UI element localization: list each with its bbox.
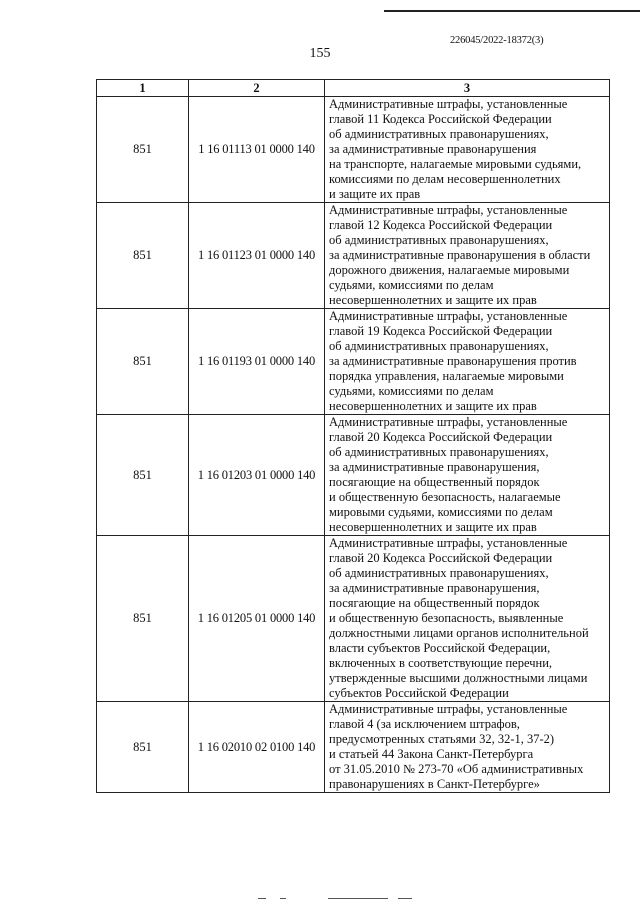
description-line: об административных правонарушениях, bbox=[329, 445, 549, 459]
admin-code-cell: 851 bbox=[97, 97, 189, 203]
description-line: главой 12 Кодекса Российской Федерации bbox=[329, 218, 553, 232]
description-line: комиссиями по делам несовершеннолетних bbox=[329, 172, 561, 186]
description-cell bbox=[325, 97, 610, 203]
description-line: несовершеннолетних и защите их прав bbox=[329, 399, 537, 413]
table-row bbox=[97, 309, 610, 415]
description-line: дорожного движения, налагаемые мировыми bbox=[329, 263, 570, 277]
description-line: власти субъектов Российской Федерации, bbox=[329, 641, 551, 655]
kbk-code-cell: 1 16 01203 01 0000 140 bbox=[189, 415, 325, 536]
kbk-code-cell: 1 16 02010 02 0100 140 bbox=[189, 702, 325, 793]
description-line: за административные правонарушения в области bbox=[329, 248, 591, 262]
description-cell bbox=[325, 203, 610, 309]
admin-code-cell: 851 bbox=[97, 536, 189, 702]
table-header-row bbox=[97, 80, 610, 97]
description-line: несовершеннолетних и защите их прав bbox=[329, 520, 537, 534]
description-line: судьями, комиссиями по делам bbox=[329, 278, 494, 292]
table-row bbox=[97, 203, 610, 309]
description-line: должностными лицами органов исполнительной bbox=[329, 626, 589, 640]
description-line: несовершеннолетних и защите их прав bbox=[329, 293, 537, 307]
table-row bbox=[97, 97, 610, 203]
description-line: за административные правонарушения bbox=[329, 142, 537, 156]
admin-code-cell: 851 bbox=[97, 415, 189, 536]
description-line: и статьей 44 Закона Санкт-Петербурга bbox=[329, 747, 534, 761]
description-line: главой 20 Кодекса Российской Федерации bbox=[329, 551, 553, 565]
description-line: об административных правонарушениях, bbox=[329, 566, 549, 580]
description-line: субъектов Российской Федерации bbox=[329, 686, 509, 700]
column-header-3: 3 bbox=[325, 80, 610, 97]
description-line: главой 11 Кодекса Российской Федерации bbox=[329, 112, 552, 126]
admin-code-cell: 851 bbox=[97, 309, 189, 415]
column-header-2: 2 bbox=[189, 80, 325, 97]
description-line: об административных правонарушениях, bbox=[329, 339, 549, 353]
description-line: главой 20 Кодекса Российской Федерации bbox=[329, 430, 553, 444]
kbk-code-cell: 1 16 01113 01 0000 140 bbox=[189, 97, 325, 203]
column-header-1: 1 bbox=[97, 80, 189, 97]
page-number: 155 bbox=[309, 46, 331, 61]
description-line: от 31.05.2010 № 273-70 «Об административных bbox=[329, 762, 584, 776]
description-line: и общественную безопасность, налагаемые bbox=[329, 490, 561, 504]
description-line: порядка управления, налагаемые мировыми bbox=[329, 369, 564, 383]
kbk-code-cell: 1 16 01123 01 0000 140 bbox=[189, 203, 325, 309]
description-line: на транспорте, налагаемые мировыми судьями, bbox=[329, 157, 582, 171]
description-line: Административные штрафы, установленные bbox=[329, 536, 568, 550]
description-line: за административные правонарушения, bbox=[329, 581, 540, 595]
description-line: об административных правонарушениях, bbox=[329, 127, 549, 141]
kbk-code-cell: 1 16 01193 01 0000 140 bbox=[189, 309, 325, 415]
admin-code-cell: 851 bbox=[97, 203, 189, 309]
description-line: правонарушениях в Санкт-Петербурге» bbox=[329, 777, 540, 791]
top-edge-rule bbox=[384, 10, 640, 12]
description-line: об административных правонарушениях, bbox=[329, 233, 549, 247]
table-row bbox=[97, 536, 610, 702]
description-line: мировыми судьями, комиссиями по делам bbox=[329, 505, 553, 519]
kbk-code-cell: 1 16 01205 01 0000 140 bbox=[189, 536, 325, 702]
description-cell bbox=[325, 309, 610, 415]
description-line: за административные правонарушения, bbox=[329, 460, 540, 474]
description-line: Административные штрафы, установленные bbox=[329, 97, 568, 111]
description-line: утвержденные высшими должностными лицами bbox=[329, 671, 588, 685]
description-line: включенных в соответствующие перечни, bbox=[329, 656, 553, 670]
description-line: Административные штрафы, установленные bbox=[329, 203, 568, 217]
description-line: посягающие на общественный порядок bbox=[329, 596, 540, 610]
bottom-scan-marks bbox=[258, 898, 428, 900]
table-row bbox=[97, 702, 610, 793]
description-line: Административные штрафы, установленные bbox=[329, 309, 568, 323]
description-cell bbox=[325, 536, 610, 702]
description-cell bbox=[325, 702, 610, 793]
description-line: и общественную безопасность, выявленные bbox=[329, 611, 564, 625]
description-line: главой 19 Кодекса Российской Федерации bbox=[329, 324, 553, 338]
description-cell bbox=[325, 415, 610, 536]
description-line: Административные штрафы, установленные bbox=[329, 702, 568, 716]
description-line: судьями, комиссиями по делам bbox=[329, 384, 494, 398]
admin-code-cell: 851 bbox=[97, 702, 189, 793]
description-line: предусмотренных статьями 32, 32-1, 37-2) bbox=[329, 732, 555, 746]
table-row bbox=[97, 415, 610, 536]
description-line: Административные штрафы, установленные bbox=[329, 415, 568, 429]
description-line: главой 4 (за исключением штрафов, bbox=[329, 717, 520, 731]
description-line: посягающие на общественный порядок bbox=[329, 475, 540, 489]
budget-codes-table bbox=[96, 79, 610, 793]
description-line: и защите их прав bbox=[329, 187, 421, 201]
description-line: за административные правонарушения против bbox=[329, 354, 577, 368]
document-number: 226045/2022-18372(3) bbox=[450, 35, 544, 46]
